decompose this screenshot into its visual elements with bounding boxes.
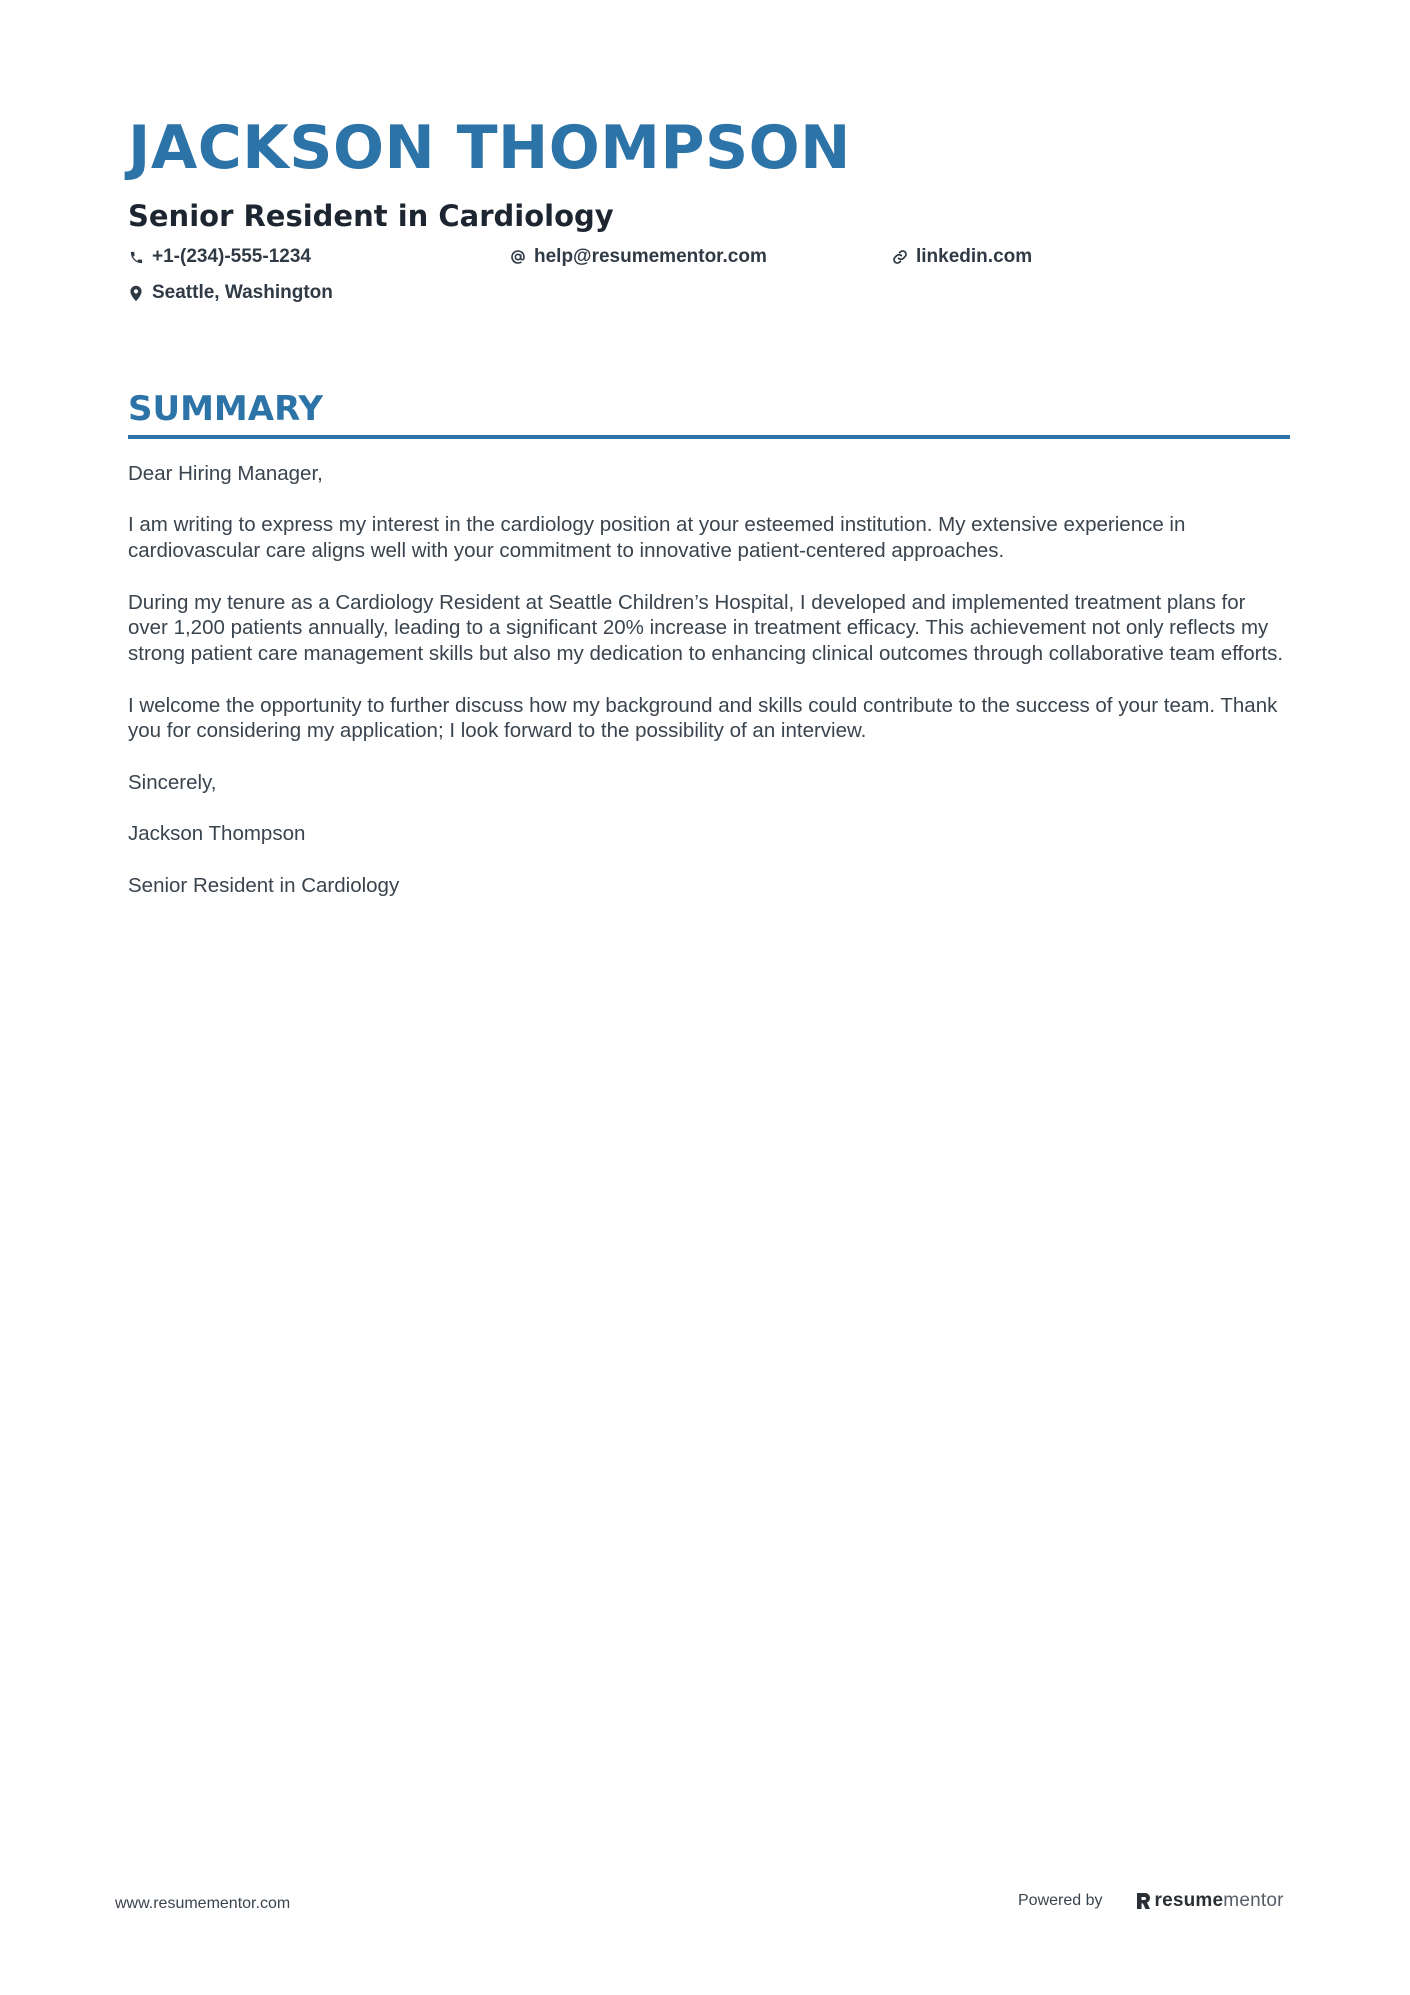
email-text[interactable]: help@resumementor.com: [534, 246, 767, 267]
phone-icon: [128, 249, 144, 265]
at-icon: [510, 249, 526, 265]
summary-section: [128, 385, 1290, 924]
candidate-name: JACKSON THOMPSON: [128, 113, 851, 183]
letter-paragraph: During my tenure as a Cardiology Resident at Seattle Children’s Hospital, I developed and implemented treatment plans for over 1,200 patients annually, leading to a significant 20% increase in treatment efficacy. This achievement not only reflects my strong patient care management skills but also my dedication to enhancing clinical outcomes through collaborative team efforts.: [128, 590, 1284, 666]
location-pin-icon: [128, 285, 144, 301]
location-text: Seattle, Washington: [152, 282, 333, 303]
signature-title: Senior Resident in Cardiology: [128, 873, 400, 897]
letter-header: [128, 108, 1288, 308]
section-divider: [128, 435, 1290, 439]
contact-phone: [128, 242, 510, 272]
salutation: Dear Hiring Manager,: [128, 462, 323, 485]
footer-branding: [1018, 1890, 1284, 1912]
letter-paragraph: I welcome the opportunity to further discuss how my background and skills could contribute to the success of your team. Thank you for considering my application; I look forward to the possibility of an interview.: [128, 693, 1278, 743]
footer-website[interactable]: www.resumementor.com: [115, 1895, 291, 1912]
brand-name-bold: resume: [1154, 1890, 1224, 1911]
letter-paragraph: I am writing to express my interest in the cardiology position at your esteemed institution. My extensive experience in cardiovascular care aligns well with your commitment to innovative patient-centered approaches.: [128, 513, 1186, 563]
contact-link[interactable]: [892, 242, 1274, 272]
brand-logo[interactable]: [1135, 1890, 1284, 1912]
resumementor-logo-icon: [1135, 1891, 1151, 1911]
link-icon: [892, 249, 908, 265]
phone-text: +1-(234)-555-1234: [152, 246, 311, 267]
link-text[interactable]: linkedin.com: [916, 246, 1033, 267]
closing: Sincerely,: [128, 770, 217, 794]
section-title-summary: SUMMARY: [128, 389, 324, 429]
powered-by-label: Powered by: [1018, 1892, 1103, 1909]
brand-name-light: mentor: [1223, 1890, 1284, 1911]
contact-email[interactable]: [510, 242, 892, 272]
candidate-title: Senior Resident in Cardiology: [128, 199, 614, 233]
contact-info: [128, 242, 1288, 308]
contact-location: [128, 278, 510, 308]
signature-name: Jackson Thompson: [128, 822, 306, 846]
letter-body: [128, 461, 1290, 898]
